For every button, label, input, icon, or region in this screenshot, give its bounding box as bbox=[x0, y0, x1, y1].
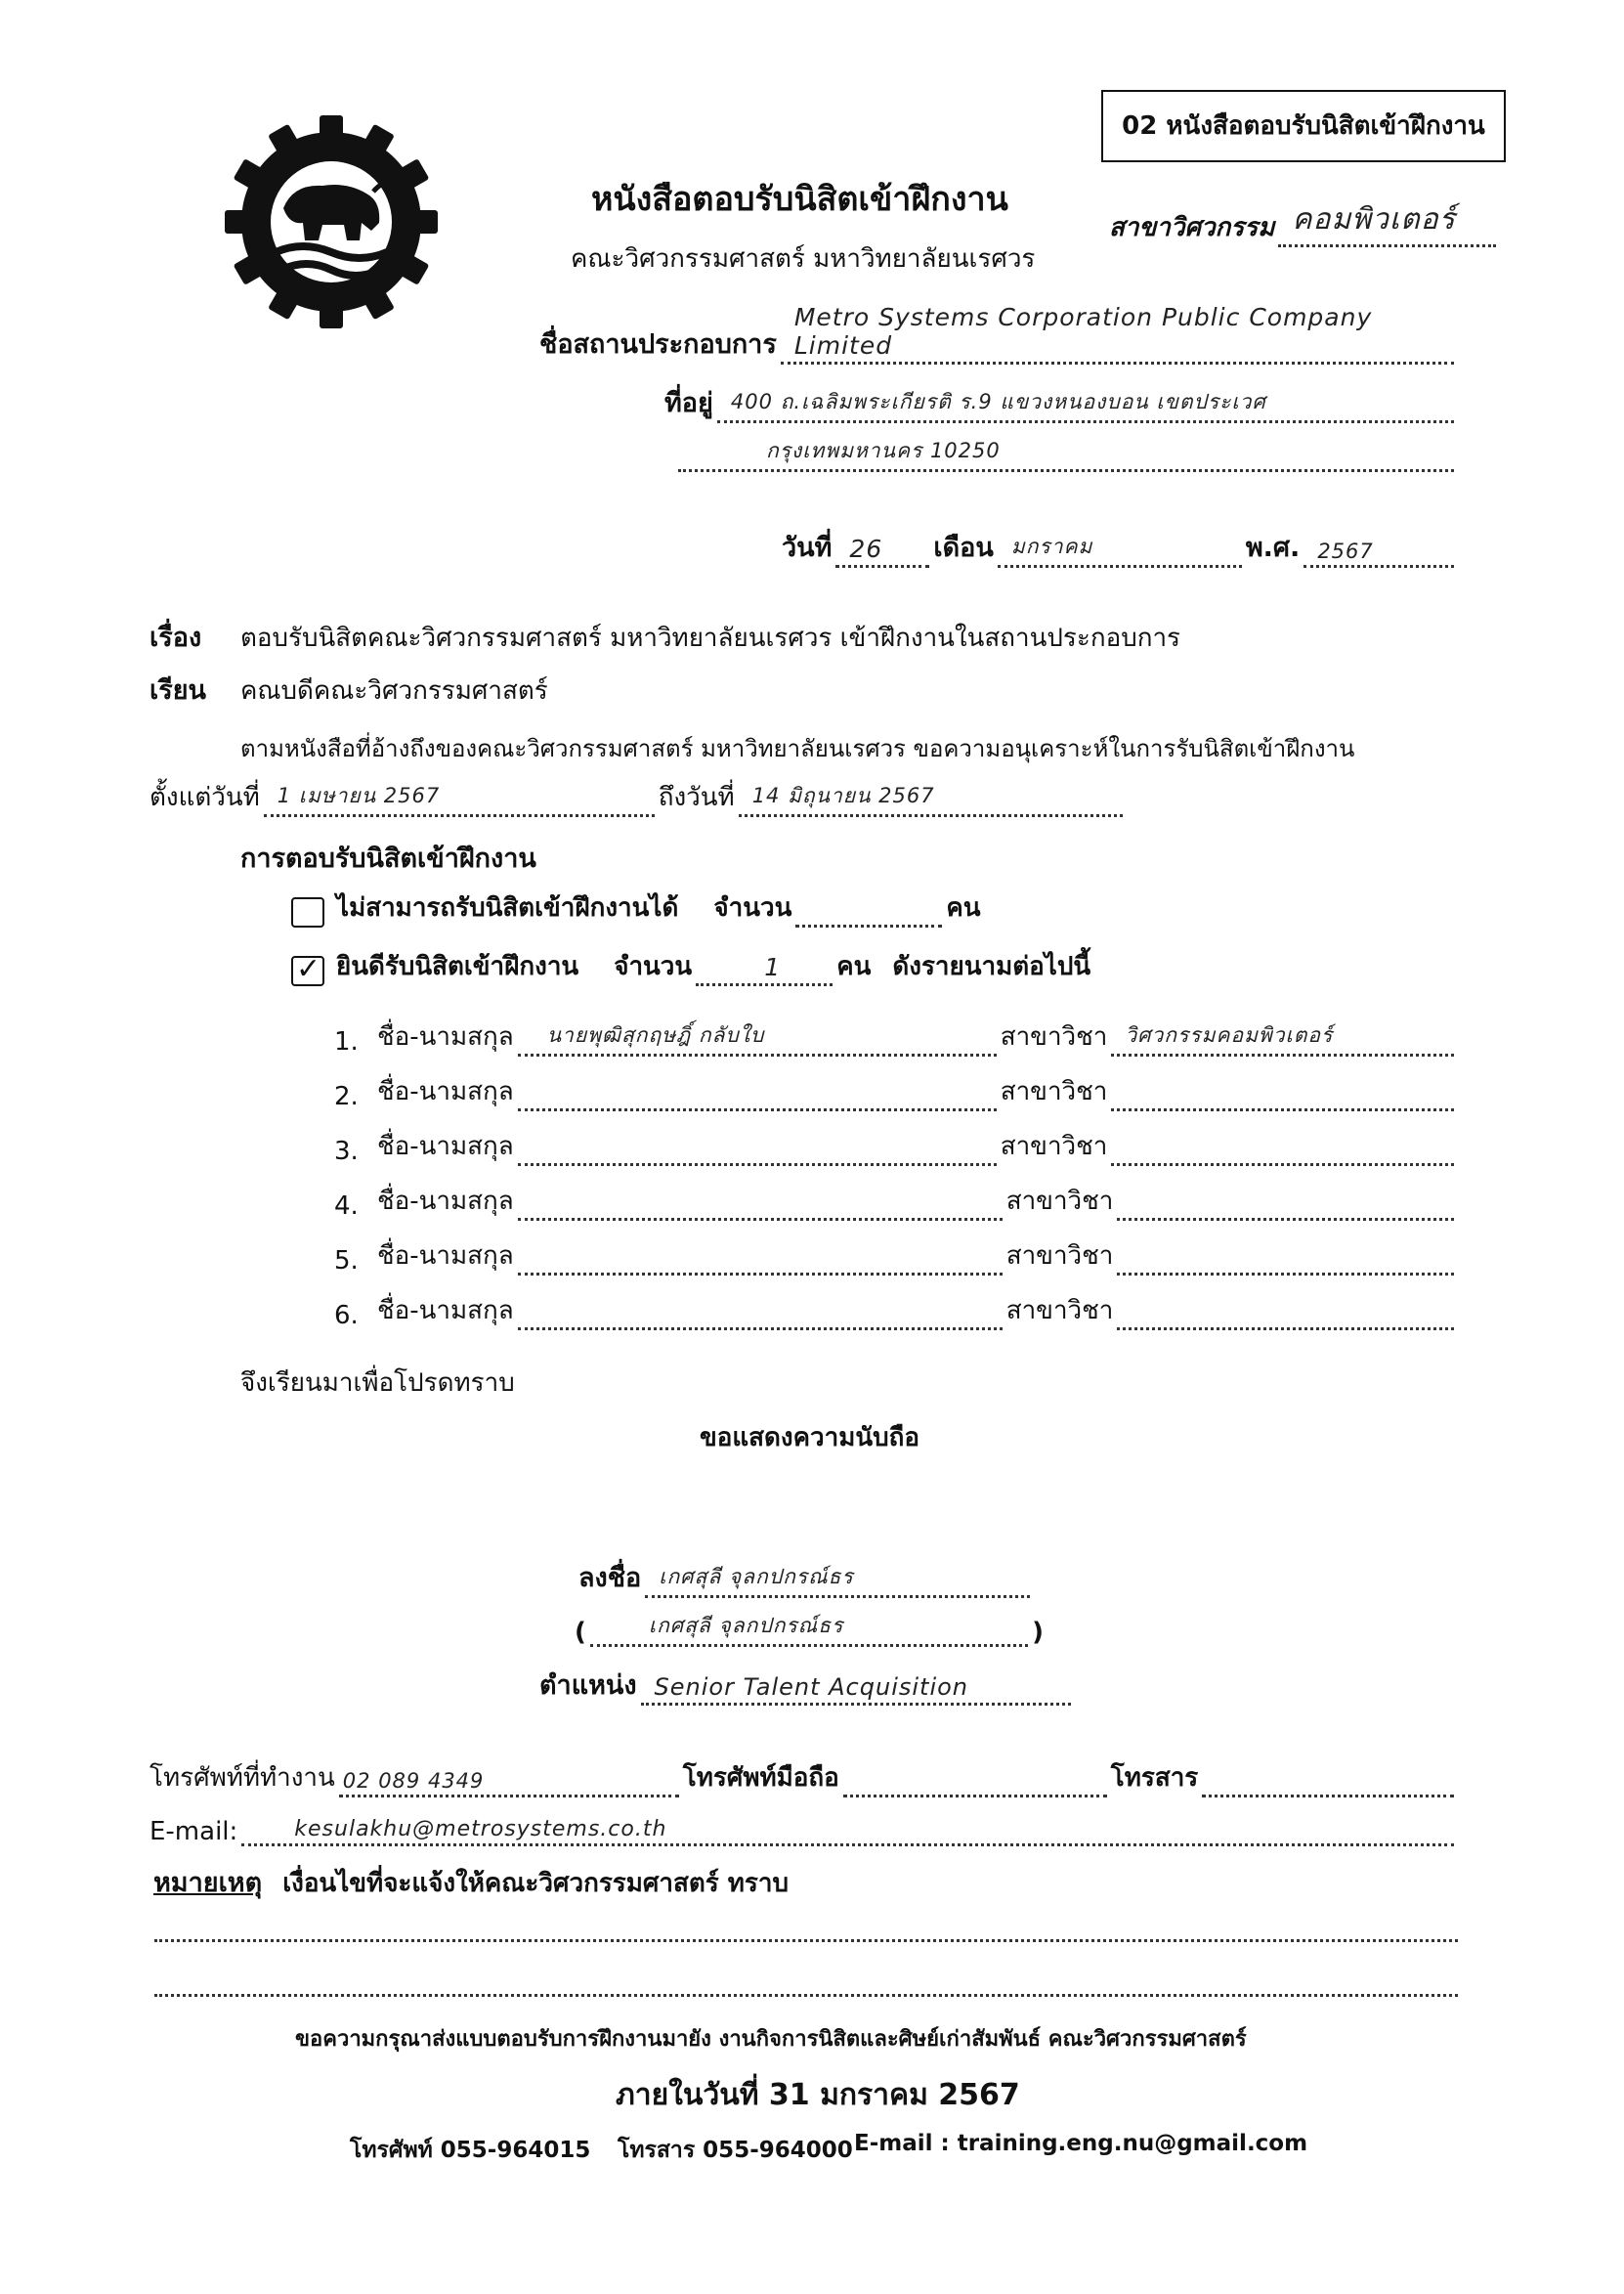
position-value: Senior Talent Acquisition bbox=[654, 1673, 969, 1701]
email-label: E-mail: bbox=[150, 1817, 238, 1846]
list-item: 1. ชื่อ-นามสกุล นายพุฒิสุกฤษฎิ์ กลับใบ สาขาวิชา วิศวกรรมคอมพิวเตอร์ bbox=[334, 1002, 1458, 1057]
branch-value: คอมพิวเตอร์ bbox=[1292, 202, 1456, 237]
reject-count-label: จำนวน bbox=[713, 893, 792, 923]
accept-heading: การตอบรับนิสิตเข้าฝึกงาน bbox=[240, 844, 536, 874]
to-label: เรียน bbox=[150, 675, 207, 706]
student-major: วิศวกรรมคอมพิวเตอร์ bbox=[1125, 1023, 1334, 1047]
position-label: ตำแหน่ง bbox=[539, 1670, 637, 1701]
student-name: นายพุฒิสุกฤษฎิ์ กลับใบ bbox=[546, 1023, 765, 1047]
reject-unit: คน bbox=[946, 893, 981, 923]
list-item: 3. ชื่อ-นามสกุล สาขาวิชา bbox=[334, 1111, 1458, 1166]
company-label: ชื่อสถานประกอบการ bbox=[539, 329, 777, 360]
year-value: 2567 bbox=[1317, 540, 1374, 563]
remark-label: หมายเหตุ bbox=[153, 1868, 263, 1898]
period-from-value: 1 เมษายน 2567 bbox=[277, 784, 441, 807]
period-to-label: ถึงวันที่ bbox=[658, 783, 735, 812]
branch-label: สาขาวิศวกรรม bbox=[1109, 213, 1275, 242]
month-value: มกราคม bbox=[1010, 535, 1093, 558]
student-list bbox=[334, 1002, 1458, 1330]
option-reject bbox=[291, 887, 995, 928]
accept-unit: คน bbox=[836, 952, 872, 981]
address-line2: กรุงเทพมหานคร 10250 bbox=[766, 439, 1001, 462]
accept-checkbox[interactable] bbox=[291, 956, 324, 986]
page-title: หนังสือตอบรับนิสิตเข้าฝึกงาน bbox=[591, 180, 1008, 219]
subject-label: เรื่อง bbox=[150, 623, 202, 653]
list-item: 2. ชื่อ-นามสกุล สาขาวิชา bbox=[334, 1057, 1458, 1111]
form-code-box: 02 หนังสือตอบรับนิสิตเข้าฝึกงาน bbox=[1101, 90, 1506, 162]
day-label: วันที่ bbox=[782, 533, 833, 563]
footer-email: E-mail : training.eng.nu@gmail.com bbox=[854, 2131, 1308, 2156]
remark-line-1 bbox=[154, 1939, 1458, 1942]
footer-fax: โทรสาร 055-964000 bbox=[618, 2138, 853, 2163]
fax-label: โทรสาร bbox=[1110, 1763, 1199, 1793]
footer-instruction: ขอความกรุณาส่งแบบตอบรับการฝึกงานมายัง งานกิจการนิสิตและศิษย์เก่าสัมพันธ์ คณะวิศวกรรมศาสตร์ bbox=[295, 2027, 1247, 2052]
list-item: 4. ชื่อ-นามสกุล สาขาวิชา bbox=[334, 1166, 1458, 1221]
signature-label: ลงชื่อ bbox=[578, 1563, 642, 1593]
period-field bbox=[150, 777, 1127, 817]
remark-line-2 bbox=[154, 1994, 1458, 1997]
list-item: 5. ชื่อ-นามสกุล สาขาวิชา bbox=[334, 1221, 1458, 1276]
period-from-label: ตั้งแต่วันที่ bbox=[150, 783, 260, 812]
subject-text: ตอบรับนิสิตคณะวิศวกรรมศาสตร์ มหาวิทยาลัยนเรศวร เข้าฝึกงานในสถานประกอบการ bbox=[240, 624, 1181, 653]
to-text: คณบดีคณะวิศวกรรมศาสตร์ bbox=[240, 676, 548, 706]
accept-label: ยินดีรับนิสิตเข้าฝึกงาน bbox=[336, 952, 579, 981]
signature-value: เกศสุลี จุลกปกรณ์ธร bbox=[659, 1565, 854, 1588]
day-value: 26 bbox=[849, 535, 883, 563]
office-phone-label: โทรศัพท์ที่ทำงาน bbox=[150, 1763, 335, 1793]
address-field-line2 bbox=[674, 436, 1458, 472]
accept-suffix: ดังรายนามต่อไปนี้ bbox=[892, 952, 1091, 981]
regards-text: ขอแสดงความนับถือ bbox=[700, 1423, 919, 1452]
signature-field bbox=[578, 1556, 1034, 1598]
address-field-line1 bbox=[664, 381, 1458, 423]
footer-deadline: ภายในวันที่ 31 มกราคม 2567 bbox=[616, 2078, 1020, 2112]
closing-text: จึงเรียนมาเพื่อโปรดทราบ bbox=[240, 1368, 515, 1398]
mobile-label: โทรศัพท์มือถือ bbox=[682, 1763, 839, 1793]
contact-email-field bbox=[150, 1810, 1458, 1846]
office-phone-value: 02 089 4349 bbox=[342, 1769, 485, 1793]
address-line1: 400 ถ.เฉลิมพระเกียรติ ร.9 แขวงหนองบอน เขตประเวศ bbox=[730, 390, 1266, 413]
remark-row bbox=[153, 1861, 789, 1903]
reject-label: ไม่สามารถรับนิสิตเข้าฝึกงานได้ bbox=[336, 893, 679, 923]
month-label: เดือน bbox=[933, 533, 994, 563]
footer-phone: โทรศัพท์ 055-964015 bbox=[350, 2138, 591, 2163]
contact-phone-field bbox=[150, 1757, 1458, 1797]
signature-name: เกศสุลี จุลกปกรณ์ธร bbox=[648, 1614, 844, 1637]
branch-field bbox=[1109, 202, 1500, 247]
remark-text: เงื่อนไขที่จะแจ้งให้คณะวิศวกรรมศาสตร์ ทราบ bbox=[282, 1869, 789, 1898]
page-subtitle: คณะวิศวกรรมศาสตร์ มหาวิทยาลัยนเรศวร bbox=[571, 244, 1036, 274]
university-logo-icon bbox=[225, 115, 438, 328]
company-value: Metro Systems Corporation Public Company Limited bbox=[793, 303, 1373, 360]
company-field bbox=[539, 303, 1458, 365]
list-item: 6. ชื่อ-นามสกุล สาขาวิชา bbox=[334, 1276, 1458, 1330]
signature-name-field: ( เกศสุลี จุลกปกรณ์ธร ) bbox=[575, 1611, 1044, 1647]
address-label: ที่อยู่ bbox=[664, 388, 713, 418]
year-label: พ.ศ. bbox=[1245, 533, 1301, 563]
body-text: ตามหนังสือที่อ้างถึงของคณะวิศวกรรมศาสตร์ มหาวิทยาลัยนเรศวร ขอความอนุเคราะห์ในการรับนิสิตเข้าฝึกงาน bbox=[240, 735, 1355, 762]
option-accept bbox=[291, 946, 1171, 986]
reject-checkbox[interactable] bbox=[291, 897, 324, 928]
position-field bbox=[539, 1664, 1075, 1706]
date-field bbox=[782, 526, 1458, 568]
accept-count-label: จำนวน bbox=[614, 952, 693, 981]
period-to-value: 14 มิถุนายน 2567 bbox=[751, 784, 935, 807]
email-value: kesulakhu@metrosystems.co.th bbox=[294, 1817, 667, 1841]
accept-count: 1 bbox=[764, 953, 782, 981]
